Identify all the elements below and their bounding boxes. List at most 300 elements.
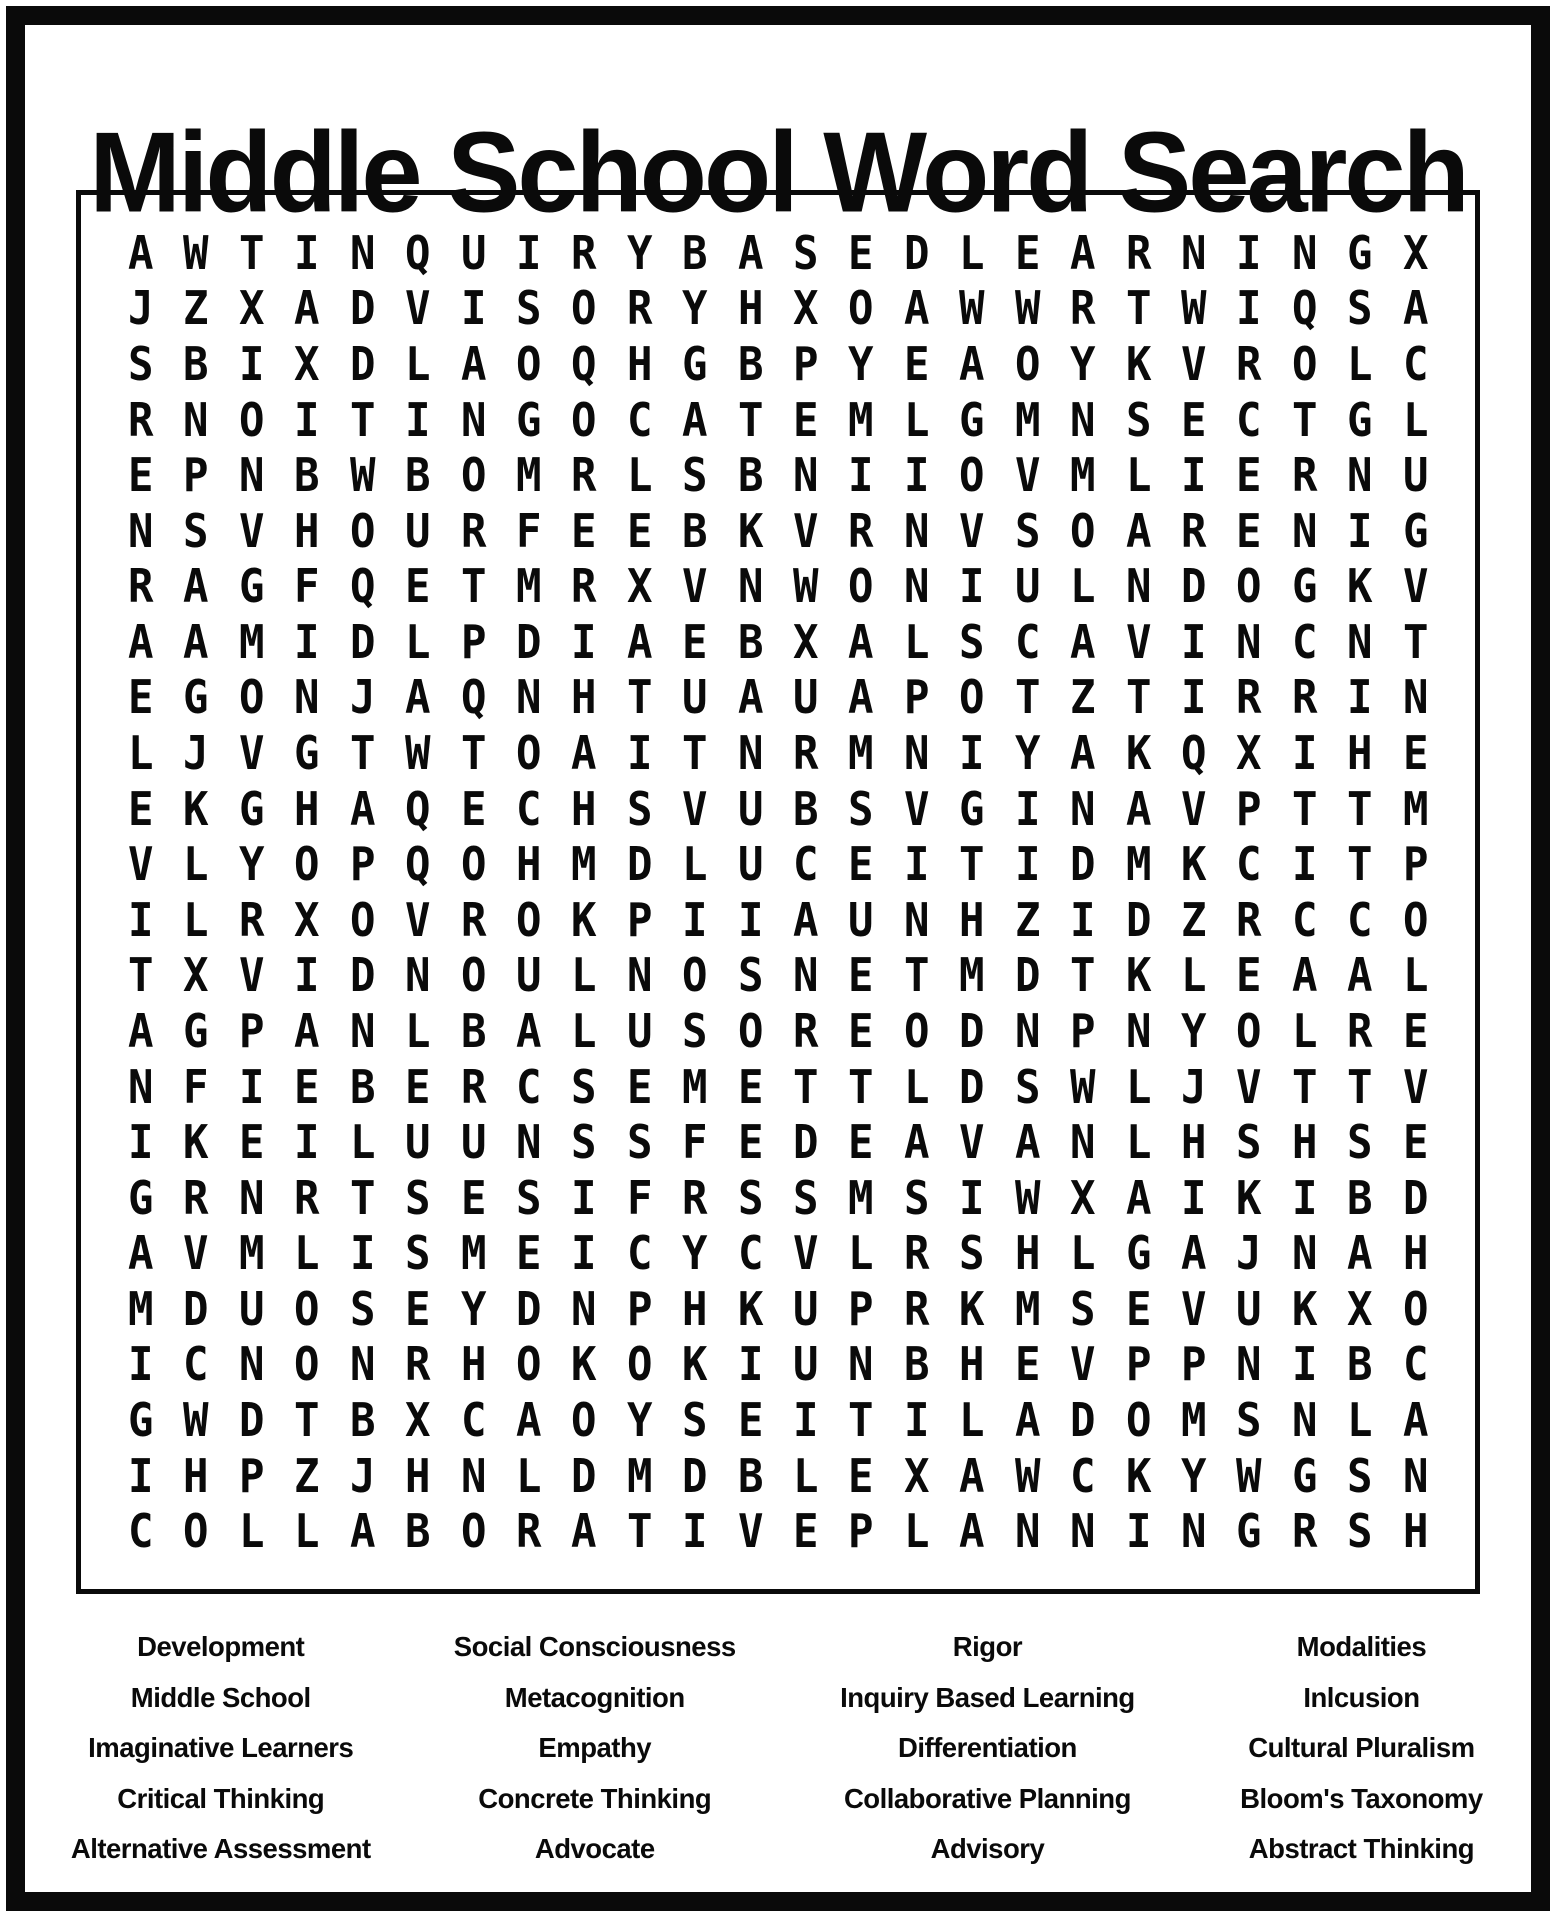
grid-letter: N <box>127 1059 154 1114</box>
grid-letter: U <box>682 670 708 725</box>
grid-letter: X <box>294 892 320 947</box>
grid-letter: G <box>294 726 320 781</box>
grid-letter: R <box>848 503 874 558</box>
grid-letter: N <box>1014 1504 1041 1559</box>
grid-letter: S <box>1347 281 1373 336</box>
grid-letter: M <box>1180 1393 1207 1448</box>
grid-letter: W <box>183 1393 209 1448</box>
grid-letter: A <box>1347 1226 1373 1281</box>
grid-letter: I <box>571 1170 597 1225</box>
grid-letter: V <box>1070 1337 1096 1392</box>
grid-letter: U <box>626 1003 653 1058</box>
grid-letter: G <box>238 781 265 836</box>
grid-letter: T <box>349 392 376 447</box>
grid-letter: V <box>737 1504 764 1559</box>
grid-letter: T <box>1125 670 1151 725</box>
grid-letter: N <box>1070 1504 1096 1559</box>
grid-letter: R <box>1125 225 1151 280</box>
grid-letter: I <box>737 1337 764 1392</box>
grid-letter: N <box>903 503 930 558</box>
grid-letter: Z <box>294 1448 320 1503</box>
grid-letter: R <box>626 281 653 336</box>
grid-letter: G <box>1402 503 1429 558</box>
wordsearch-grid <box>76 190 1480 1594</box>
grid-letter: C <box>1402 336 1429 391</box>
grid-letter: W <box>1014 1170 1041 1225</box>
grid-letter: V <box>405 281 431 336</box>
grid-letter: I <box>1014 837 1041 892</box>
grid-letter: I <box>1180 448 1207 503</box>
word-list-column <box>1197 1622 1526 1875</box>
grid-letter: M <box>848 1170 874 1225</box>
grid-letter: A <box>959 336 985 391</box>
grid-letter: M <box>1125 837 1151 892</box>
grid-letter: X <box>792 614 819 669</box>
grid-letter: N <box>349 225 376 280</box>
grid-letter: M <box>682 1059 708 1114</box>
grid-letter: O <box>626 1337 653 1392</box>
grid-letter: O <box>349 892 376 947</box>
grid-letter: S <box>571 1059 597 1114</box>
grid-letter: U <box>1236 1281 1262 1336</box>
grid-letter: M <box>515 559 542 614</box>
grid-letter: S <box>1014 503 1041 558</box>
grid-letter: E <box>848 1448 874 1503</box>
grid-letter: G <box>1125 1226 1151 1281</box>
grid-letter: N <box>238 448 265 503</box>
grid-letter: T <box>460 559 486 614</box>
grid-letter: M <box>1014 1281 1041 1336</box>
grid-letter: A <box>1070 225 1096 280</box>
grid-letter: I <box>1070 892 1096 947</box>
grid-letter: I <box>682 892 708 947</box>
grid-letter: E <box>405 559 431 614</box>
grid-letter: I <box>959 1170 985 1225</box>
grid-letter: C <box>737 1226 764 1281</box>
grid-letter: W <box>183 225 209 280</box>
grid-letter: Y <box>238 837 265 892</box>
grid-letter: D <box>183 1281 209 1336</box>
word-item: Middle School <box>130 1681 311 1713</box>
grid-letter: N <box>460 1448 486 1503</box>
grid-letter: S <box>1125 392 1151 447</box>
grid-letter: J <box>349 670 376 725</box>
grid-letter: V <box>682 781 708 836</box>
grid-letter: O <box>1070 503 1096 558</box>
grid-letter: A <box>737 670 764 725</box>
grid-letter: T <box>792 1059 819 1114</box>
grid-letter: T <box>349 1170 376 1225</box>
word-item: Modalities <box>1296 1631 1427 1663</box>
grid-letter: M <box>848 726 874 781</box>
grid-letter: L <box>405 336 431 391</box>
grid-letter: N <box>1291 1393 1318 1448</box>
word-item: Advisory <box>930 1833 1045 1865</box>
grid-letter: I <box>1347 670 1373 725</box>
grid-letter: R <box>571 448 597 503</box>
grid-letter: N <box>737 559 764 614</box>
grid-letter: O <box>183 1504 209 1559</box>
grid-letter: R <box>1236 892 1262 947</box>
grid-letter: A <box>460 336 486 391</box>
grid-letter: I <box>238 1059 265 1114</box>
grid-letter: C <box>515 1059 542 1114</box>
grid-letter: L <box>682 837 708 892</box>
grid-letter: I <box>294 614 320 669</box>
grid-letter: Y <box>1070 336 1096 391</box>
grid-letter: H <box>626 336 653 391</box>
grid-letter: D <box>349 336 376 391</box>
grid-letter: R <box>1236 670 1262 725</box>
word-list-column <box>411 1622 778 1875</box>
grid-letter: E <box>792 1504 819 1559</box>
grid-letter: O <box>1236 1003 1262 1058</box>
grid-letter: H <box>737 281 764 336</box>
grid-letter: N <box>1291 1226 1318 1281</box>
grid-letter: I <box>737 892 764 947</box>
grid-letter: A <box>294 281 320 336</box>
grid-letter: G <box>1347 225 1373 280</box>
grid-letter: I <box>626 726 653 781</box>
grid-letter: I <box>1291 837 1318 892</box>
grid-letter: A <box>959 1448 985 1503</box>
grid-letter: C <box>1402 1337 1429 1392</box>
grid-letter: A <box>1402 1393 1429 1448</box>
grid-letter: D <box>959 1003 985 1058</box>
grid-letter: E <box>792 392 819 447</box>
grid-letter: T <box>848 1393 874 1448</box>
grid-letter: W <box>1070 1059 1096 1114</box>
grid-letter: N <box>238 1337 265 1392</box>
grid-letter: S <box>1347 1115 1373 1170</box>
grid-letter: H <box>682 1281 708 1336</box>
grid-letter: K <box>1236 1170 1262 1225</box>
grid-letter: I <box>903 1393 930 1448</box>
grid-letter: I <box>460 281 486 336</box>
grid-letter: N <box>848 1337 874 1392</box>
grid-letter: U <box>405 503 431 558</box>
grid-letter: T <box>238 225 265 280</box>
grid-letter: T <box>626 670 653 725</box>
grid-letter: E <box>1014 1337 1041 1392</box>
grid-letter: H <box>1014 1226 1041 1281</box>
grid-letter: B <box>349 1393 376 1448</box>
grid-letter: I <box>1236 281 1262 336</box>
grid-letter: Z <box>1070 670 1096 725</box>
grid-letter: L <box>405 614 431 669</box>
grid-letter: D <box>515 1281 542 1336</box>
grid-letter: S <box>737 948 764 1003</box>
grid-letter: N <box>903 892 930 947</box>
grid-letter: O <box>737 1003 764 1058</box>
grid-letter: G <box>1347 392 1373 447</box>
grid-letter: A <box>1125 503 1151 558</box>
grid-letter: N <box>1125 559 1151 614</box>
grid-letter: U <box>460 1115 486 1170</box>
grid-letter: B <box>349 1059 376 1114</box>
grid-letter: K <box>737 1281 764 1336</box>
grid-letter: E <box>127 781 154 836</box>
grid-letter: B <box>682 503 708 558</box>
grid-letter: N <box>792 448 819 503</box>
grid-letter: Y <box>682 1226 708 1281</box>
grid-letter: C <box>1236 837 1262 892</box>
grid-letter: S <box>405 1226 431 1281</box>
word-item: Inquiry Based Learning <box>840 1681 1135 1713</box>
grid-letter: N <box>792 948 819 1003</box>
grid-letter: V <box>183 1226 209 1281</box>
grid-letter: E <box>1236 448 1262 503</box>
grid-letter: D <box>1402 1170 1429 1225</box>
grid-letter: P <box>183 448 209 503</box>
grid-letter: O <box>571 281 597 336</box>
grid-letter: N <box>349 1337 376 1392</box>
grid-letter: T <box>1347 781 1373 836</box>
grid-letter: O <box>903 1003 930 1058</box>
grid-letter: R <box>1236 336 1262 391</box>
grid-letter: L <box>515 1448 542 1503</box>
grid-letter: I <box>682 1504 708 1559</box>
grid-letter: S <box>1347 1448 1373 1503</box>
word-list <box>30 1622 1526 1875</box>
grid-letter: S <box>682 448 708 503</box>
grid-letter: L <box>1347 1393 1373 1448</box>
grid-letter: L <box>1125 448 1151 503</box>
word-item: Advocate <box>534 1833 655 1865</box>
grid-letter: S <box>1014 1059 1041 1114</box>
grid-letter: P <box>349 837 376 892</box>
grid-letter: D <box>571 1448 597 1503</box>
grid-letter: E <box>737 1115 764 1170</box>
grid-letter: O <box>515 336 542 391</box>
grid-letter: V <box>959 503 985 558</box>
grid-letter: A <box>127 225 154 280</box>
grid-letter: S <box>682 1393 708 1448</box>
grid-letter: E <box>848 225 874 280</box>
grid-letter: O <box>294 1281 320 1336</box>
grid-letter: O <box>1236 559 1262 614</box>
grid-letter: I <box>294 1115 320 1170</box>
grid-letter: R <box>405 1337 431 1392</box>
grid-letter: L <box>294 1226 320 1281</box>
grid-letter: V <box>1014 448 1041 503</box>
grid-letter: H <box>959 1337 985 1392</box>
grid-letter: I <box>127 1337 154 1392</box>
grid-letter: A <box>903 281 930 336</box>
grid-letter: R <box>1347 1003 1373 1058</box>
grid-letter: R <box>903 1226 930 1281</box>
grid-letter: E <box>1180 392 1207 447</box>
grid-letter: S <box>848 781 874 836</box>
grid-letter: X <box>1402 225 1429 280</box>
grid-letter: V <box>792 503 819 558</box>
grid-letter: P <box>238 1003 265 1058</box>
grid-letter: S <box>1236 1393 1262 1448</box>
grid-letter: J <box>127 281 154 336</box>
grid-letter: H <box>294 781 320 836</box>
grid-letter: M <box>848 392 874 447</box>
grid-letter: V <box>238 726 265 781</box>
grid-letter: I <box>405 392 431 447</box>
grid-letter: P <box>848 1504 874 1559</box>
grid-letter: Y <box>682 281 708 336</box>
word-item: Inlcusion <box>1303 1681 1420 1713</box>
grid-letter: V <box>1180 781 1207 836</box>
grid-letter: D <box>238 1393 265 1448</box>
grid-letter: E <box>626 503 653 558</box>
grid-letter: S <box>515 281 542 336</box>
grid-letter: C <box>1014 614 1041 669</box>
grid-letter: O <box>294 837 320 892</box>
grid-letter: F <box>626 1170 653 1225</box>
grid-letter: S <box>515 1170 542 1225</box>
grid-letter: B <box>294 448 320 503</box>
grid-letter: U <box>1402 448 1429 503</box>
grid-letter: R <box>460 892 486 947</box>
grid-letter: R <box>571 559 597 614</box>
grid-letter: N <box>1125 1003 1151 1058</box>
grid-letter: L <box>1070 1226 1096 1281</box>
grid-letter: O <box>848 281 874 336</box>
grid-letter: I <box>1180 614 1207 669</box>
grid-letter: A <box>183 614 209 669</box>
grid-letter: K <box>1125 336 1151 391</box>
grid-letter: B <box>737 614 764 669</box>
grid-letter: P <box>1070 1003 1096 1058</box>
grid-letter: W <box>349 448 376 503</box>
grid-letter: Z <box>1014 892 1041 947</box>
grid-letter: R <box>294 1170 320 1225</box>
grid-letter: E <box>1402 1115 1429 1170</box>
grid-letter: H <box>294 503 320 558</box>
grid-letter: K <box>571 1337 597 1392</box>
grid-letter: Y <box>626 225 653 280</box>
grid-letter: R <box>127 559 154 614</box>
grid-letter: H <box>460 1337 486 1392</box>
grid-letter: W <box>1236 1448 1262 1503</box>
grid-letter: O <box>515 892 542 947</box>
grid-letter: X <box>1070 1170 1096 1225</box>
grid-letter: T <box>1070 948 1096 1003</box>
grid-letter: O <box>571 1393 597 1448</box>
grid-letter: O <box>1402 1281 1429 1336</box>
grid-letter: U <box>238 1281 265 1336</box>
grid-letter: U <box>737 781 764 836</box>
grid-letter: T <box>294 1393 320 1448</box>
grid-letter: S <box>737 1170 764 1225</box>
grid-letter: A <box>127 614 154 669</box>
grid-letter: G <box>183 670 209 725</box>
page-title: Middle School Word Search <box>89 108 1467 237</box>
grid-letter: S <box>349 1281 376 1336</box>
grid-letter: D <box>1180 559 1207 614</box>
grid-letter: N <box>1180 1504 1207 1559</box>
grid-letter: C <box>460 1393 486 1448</box>
grid-letter: A <box>127 1226 154 1281</box>
word-item: Alternative Assessment <box>70 1833 371 1865</box>
grid-letter: S <box>792 1170 819 1225</box>
grid-letter: V <box>405 892 431 947</box>
grid-letter: L <box>1125 1115 1151 1170</box>
grid-letter: I <box>1125 1504 1151 1559</box>
grid-letter: A <box>515 1003 542 1058</box>
grid-letter: T <box>1347 837 1373 892</box>
grid-letter: D <box>792 1115 819 1170</box>
grid-letter: N <box>1402 1448 1429 1503</box>
grid-letter: G <box>1291 559 1318 614</box>
grid-letter: V <box>1125 614 1151 669</box>
grid-letter: X <box>238 281 265 336</box>
grid-letter: D <box>1070 1393 1096 1448</box>
grid-letter: X <box>903 1448 930 1503</box>
grid-letter: V <box>127 837 154 892</box>
grid-letter: E <box>903 336 930 391</box>
grid-letter: B <box>1347 1337 1373 1392</box>
grid-letter: W <box>792 559 819 614</box>
grid-letter: L <box>959 1393 985 1448</box>
grid-letter: I <box>1236 225 1262 280</box>
grid-letter: R <box>127 392 154 447</box>
grid-letter: S <box>183 503 209 558</box>
grid-letter: Y <box>626 1393 653 1448</box>
grid-letter: L <box>792 1448 819 1503</box>
grid-letter: N <box>460 392 486 447</box>
grid-letter: N <box>1236 614 1262 669</box>
grid-letter: D <box>349 948 376 1003</box>
grid-letter: G <box>959 392 985 447</box>
grid-letter: R <box>903 1281 930 1336</box>
grid-letter: I <box>903 448 930 503</box>
grid-letter: E <box>682 614 708 669</box>
grid-letter: A <box>571 1504 597 1559</box>
grid-letter: P <box>626 1281 653 1336</box>
grid-letter: O <box>682 948 708 1003</box>
grid-letter: R <box>1070 281 1096 336</box>
grid-letter: L <box>349 1115 376 1170</box>
grid-letter: U <box>848 892 874 947</box>
grid-letter: K <box>183 1115 209 1170</box>
grid-letter: K <box>571 892 597 947</box>
grid-letter: E <box>460 1170 486 1225</box>
grid-letter: K <box>682 1337 708 1392</box>
grid-letter: K <box>1125 1448 1151 1503</box>
grid-letter: G <box>238 559 265 614</box>
grid-letter: T <box>903 948 930 1003</box>
grid-letter: O <box>959 448 985 503</box>
grid-letter: C <box>626 392 653 447</box>
grid-letter: A <box>1125 1170 1151 1225</box>
grid-letter: C <box>792 837 819 892</box>
grid-letter: D <box>903 225 930 280</box>
grid-letter: L <box>571 1003 597 1058</box>
grid-letter: E <box>294 1059 320 1114</box>
grid-letter: L <box>903 1504 930 1559</box>
grid-letter: N <box>1291 503 1318 558</box>
grid-letter: E <box>1236 948 1262 1003</box>
grid-letter: M <box>238 614 265 669</box>
grid-letter: D <box>349 614 376 669</box>
grid-letter: U <box>792 1337 819 1392</box>
grid-letter: B <box>792 781 819 836</box>
grid-letter: O <box>460 1504 486 1559</box>
grid-letter: T <box>460 726 486 781</box>
grid-letter: G <box>1236 1504 1262 1559</box>
grid-letter: E <box>127 670 154 725</box>
grid-letter: I <box>1291 726 1318 781</box>
grid-letter: N <box>1180 225 1207 280</box>
grid-letter: E <box>1125 1281 1151 1336</box>
grid-letter: R <box>515 1504 542 1559</box>
